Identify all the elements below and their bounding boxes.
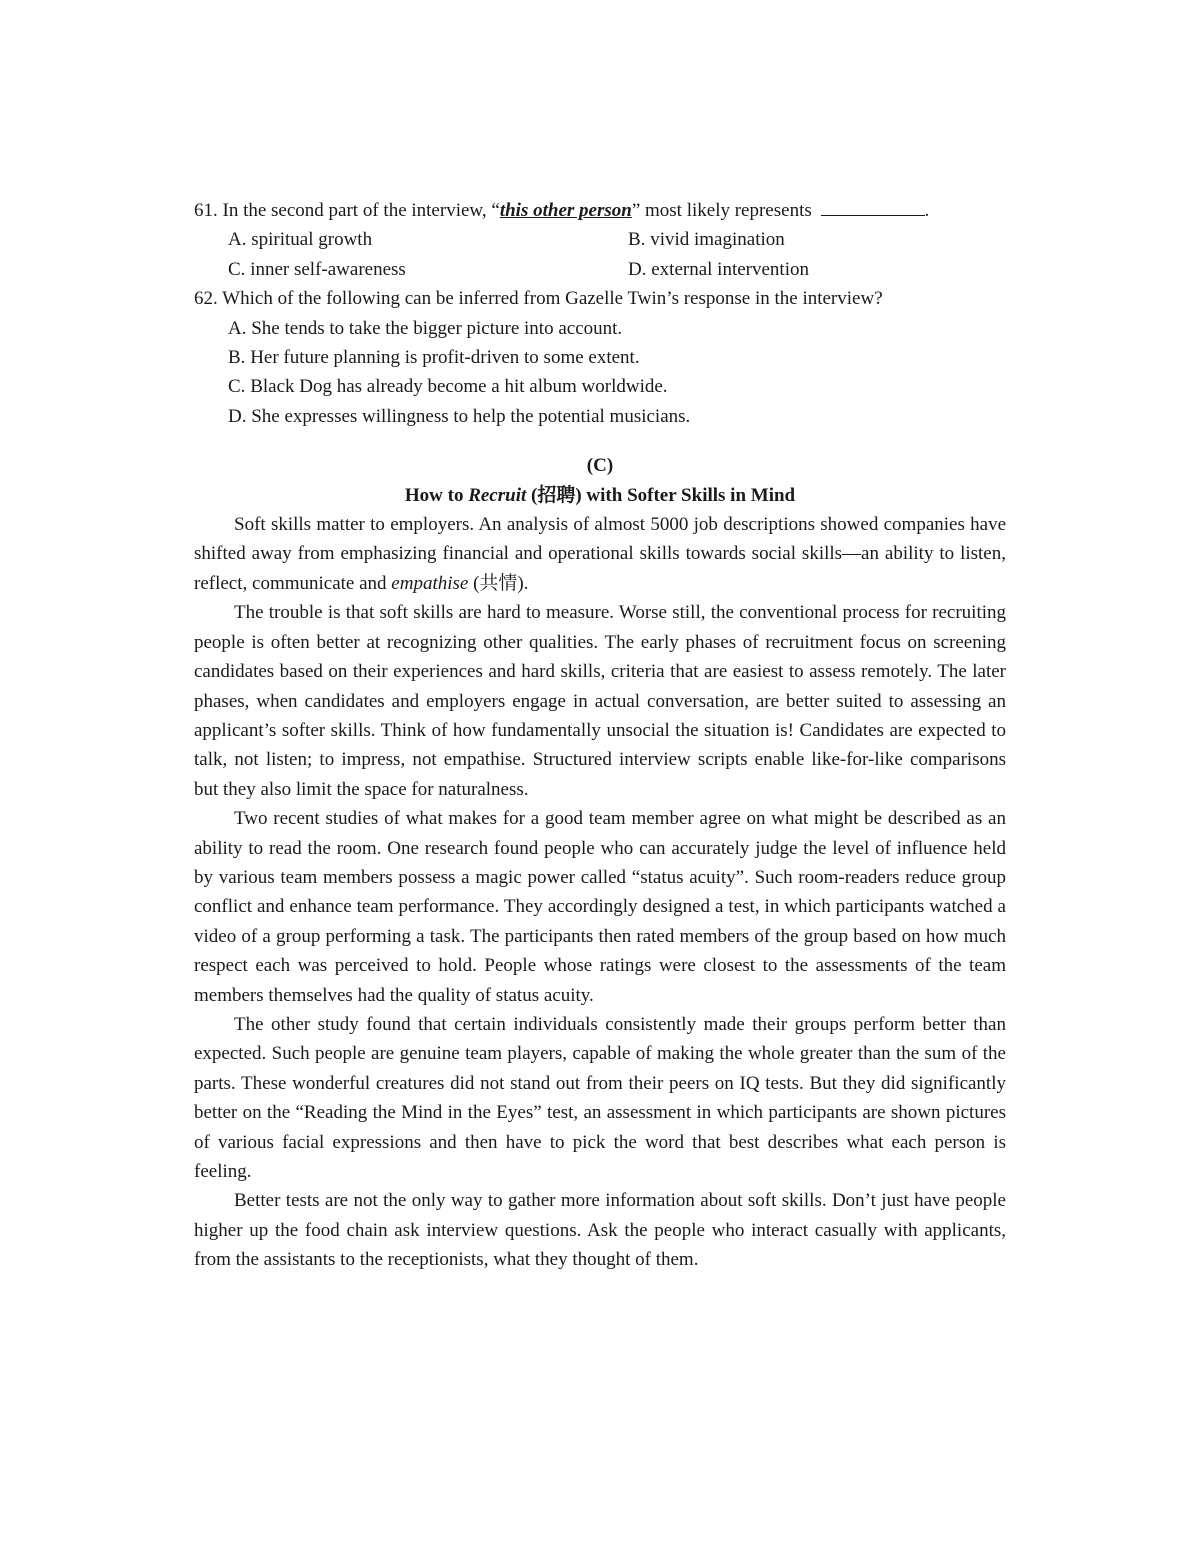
passage-title	[194, 481, 1006, 510]
option-c	[228, 255, 628, 284]
option-a	[228, 225, 628, 254]
quoted-term: this other person	[499, 200, 632, 221]
option-text: Black Dog has already become a hit album worldwide.	[250, 376, 668, 398]
option-b	[628, 225, 1008, 254]
question-number: 62.	[194, 288, 218, 310]
question-number: 61.	[194, 200, 218, 221]
paragraph-3: Two recent studies of what makes for a good team member agree on what might be described as an ability to read the room. One research found people who can accurately judge the level of influence held by various team members possess a magic power called “status acuity”. Such room-readers reduce group conflict and enhance team performance. They accordingly designed a test, in which participants watched a video of a group performing a task. The participants then rated members of the group based on how much respect each was perceived to hold. People whose ratings were closest to the assessments of the team members themselves had the quality of status acuity.	[194, 808, 1006, 1006]
option-letter: C.	[228, 376, 246, 398]
option-letter: D.	[628, 258, 647, 280]
title-italic: Recruit	[468, 484, 527, 506]
option-letter: A.	[228, 317, 247, 339]
paragraph-5: Better tests are not the only way to gather more information about soft skills. Don’t just have people higher up the food chain ask interview questions. Ask the people who interact casually with applicants, from the assistants to the receptionists, what they thought of them.	[194, 1190, 1006, 1271]
paragraph-2: The trouble is that soft skills are hard to measure. Worse still, the conventional process for recruiting people is often better at recognizing other qualities. The early phases of recruitment focus on screening candidates based on their experiences and hard skills, criteria that are easiest to assess remotely. The later phases, when candidates and employers engage in actual conversation, are better suited to assessing an applicant’s softer skills. Think of how fundamentally unsocial the situation is! Candidates are expected to talk, not listen; to impress, not empathise. Structured interview scripts enable like-for-like comparisons but they also limit the space for naturalness.	[194, 602, 1006, 800]
option-c	[194, 372, 1006, 401]
paragraph-text: Soft skills matter to employers. An analysis of almost 5000 job descriptions showed companies have shifted away from emphasizing financial and operational skills towards social skills—an ability to listen, reflect, communicate and	[194, 514, 1006, 594]
option-text: external intervention	[651, 258, 809, 280]
question-62-stem	[194, 284, 1006, 313]
option-text: She tends to take the bigger picture into account.	[251, 317, 623, 339]
option-a	[194, 314, 1006, 343]
question-text-cont: ” most likely represents	[631, 200, 812, 221]
option-text: She expresses willingness to help the potential musicians.	[251, 405, 691, 427]
option-letter: B.	[628, 229, 646, 251]
question-61-options	[194, 225, 1006, 284]
paragraph-1	[194, 510, 1006, 598]
option-text: Her future planning is profit-driven to some extent.	[250, 347, 640, 369]
paragraph-text-cont: (共情).	[468, 572, 529, 594]
option-text: vivid imagination	[650, 229, 785, 251]
question-end: .	[924, 200, 930, 221]
question-61-stem	[194, 196, 1006, 225]
title-text: How to	[404, 484, 469, 506]
option-letter: A.	[228, 229, 247, 251]
option-letter: C.	[228, 258, 246, 280]
title-text-cont: (招聘) with Softer Skills in Mind	[526, 484, 796, 506]
option-text: spiritual growth	[251, 229, 373, 251]
option-letter: D.	[228, 405, 247, 427]
option-d	[194, 402, 1006, 431]
section-label: (C)	[586, 455, 614, 477]
option-b	[194, 343, 1006, 372]
question-text: Which of the following can be inferred from Gazelle Twin’s response in the interview?	[222, 288, 883, 310]
option-letter: B.	[228, 347, 246, 369]
question-text: In the second part of the interview, “	[222, 200, 500, 221]
answer-blank	[821, 197, 925, 216]
option-text: inner self-awareness	[250, 258, 406, 280]
paragraph-4: The other study found that certain individuals consistently made their groups perform better than expected. Such people are genuine team players, capable of making the whole greater than the sum of the parts. These wonderful creatures did not stand out from their peers on IQ tests. But they did significantly better on the “Reading the Mind in the Eyes” test, an assessment in which participants are shown pictures of various facial expressions and then have to pick the word that best describes what each person is feeling.	[194, 1013, 1006, 1182]
document-page	[194, 196, 1006, 1275]
option-d	[628, 255, 1008, 284]
italic-term: empathise	[391, 572, 469, 594]
